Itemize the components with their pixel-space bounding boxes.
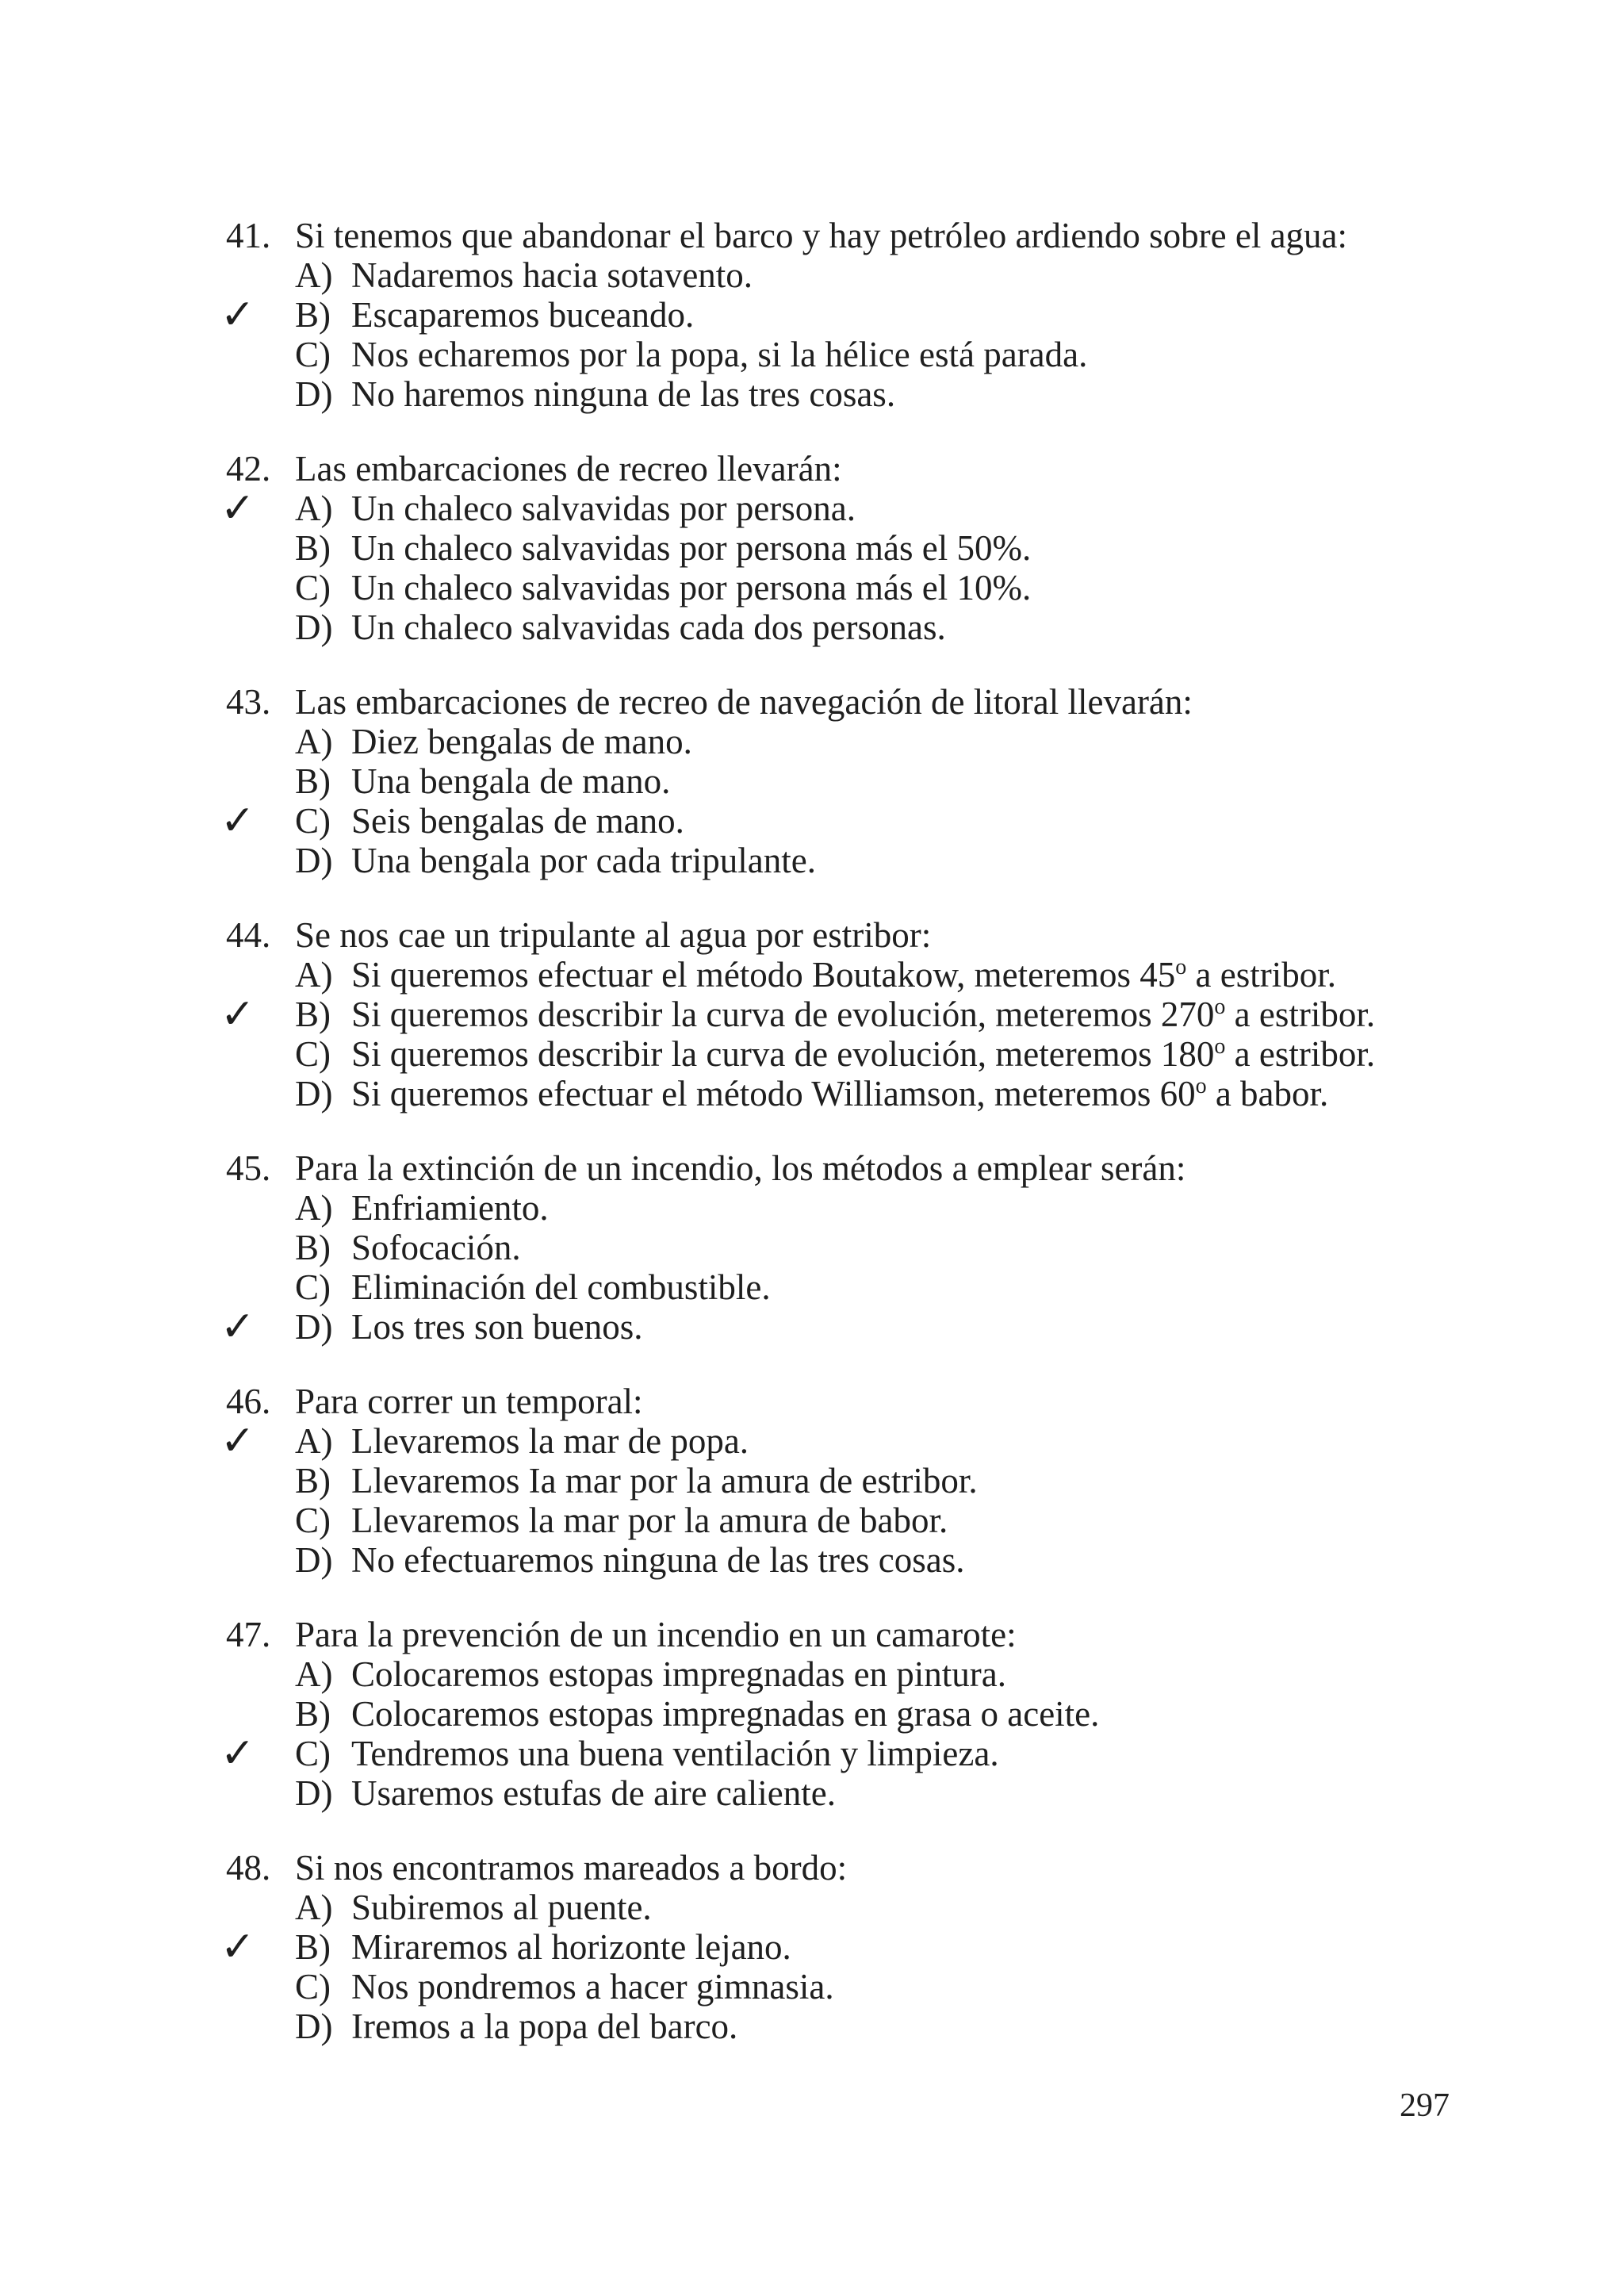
option-letter: C) <box>295 1267 331 1307</box>
option-text: Eliminación del combustible. <box>351 1267 771 1307</box>
question-line <box>218 1615 1455 1654</box>
option-text-part: Si queremos describir la curva de evolución, meteremos 180 <box>351 1034 1215 1074</box>
option-text: Diez bengalas de mano. <box>351 722 692 761</box>
option-text-part: Si queremos efectuar el método Boutakow, meteremos 45 <box>351 955 1176 995</box>
option-letter: C) <box>295 1967 331 2007</box>
option-letter: C) <box>295 1034 331 1074</box>
question-line <box>218 915 1455 955</box>
option-letter: B) <box>295 1927 331 1967</box>
degree-superscript: o <box>1214 1034 1226 1059</box>
option-letter: D) <box>295 1307 333 1347</box>
question-number: 43. <box>226 682 271 722</box>
answer-option <box>218 1923 1455 1971</box>
question-text: Las embarcaciones de recreo de navegación de litoral llevarán: <box>295 682 1193 722</box>
option-letter: B) <box>295 761 331 801</box>
option-text: Subiremos al puente. <box>351 1888 652 1927</box>
option-letter: B) <box>295 1694 331 1734</box>
check-mark-icon: ✓ <box>220 291 255 339</box>
option-text: Colocaremos estopas impregnadas en pintura. <box>351 1654 1007 1694</box>
answer-option <box>218 1303 1455 1351</box>
question-number: 48. <box>226 1848 271 1888</box>
question-block <box>218 915 1455 1114</box>
check-mark-icon: ✓ <box>220 1417 255 1465</box>
option-text <box>351 1034 1375 1074</box>
answer-option <box>218 335 1455 374</box>
option-text-part: Si queremos efectuar el método Williamson, meteremos 60 <box>351 1074 1196 1114</box>
option-text: Llevaremos la mar de popa. <box>351 1421 749 1461</box>
option-text: Nos pondremos a hacer gimnasia. <box>351 1967 834 2007</box>
option-text: Una bengala por cada tripulante. <box>351 841 816 880</box>
question-list <box>218 216 1455 2081</box>
answer-option <box>218 1888 1455 1927</box>
question-block <box>218 1148 1455 1351</box>
answer-option <box>218 1034 1455 1074</box>
check-mark-icon: ✓ <box>220 1303 255 1351</box>
option-letter: C) <box>295 335 331 374</box>
answer-option <box>218 955 1455 995</box>
question-text: Para la prevención de un incendio en un camarote: <box>295 1615 1017 1654</box>
degree-superscript: o <box>1175 955 1187 979</box>
answer-option <box>218 374 1455 414</box>
option-text: Nos echaremos por la popa, si la hélice está parada. <box>351 335 1088 374</box>
option-text-part: a estribor. <box>1225 1034 1376 1074</box>
answer-option <box>218 255 1455 295</box>
option-letter: C) <box>295 568 331 608</box>
question-text: Las embarcaciones de recreo llevarán: <box>295 449 842 489</box>
question-block <box>218 1382 1455 1580</box>
answer-option <box>218 1267 1455 1307</box>
question-line <box>218 682 1455 722</box>
option-text: Seis bengalas de mano. <box>351 801 684 841</box>
option-letter: D) <box>295 374 333 414</box>
question-line <box>218 1148 1455 1188</box>
option-text: Miraremos al horizonte lejano. <box>351 1927 791 1967</box>
option-text: Un chaleco salvavidas por persona más el 10%. <box>351 568 1032 608</box>
option-letter: D) <box>295 1540 333 1580</box>
option-text <box>351 995 1375 1034</box>
check-mark-icon: ✓ <box>220 991 255 1038</box>
answer-option <box>218 608 1455 647</box>
option-text: Escaparemos buceando. <box>351 295 695 335</box>
question-text: Para la extinción de un incendio, los métodos a emplear serán: <box>295 1148 1186 1188</box>
option-text: No efectuaremos ninguna de las tres cosas. <box>351 1540 965 1580</box>
option-text: Una bengala de mano. <box>351 761 671 801</box>
question-block <box>218 449 1455 647</box>
option-text: No haremos ninguna de las tres cosas. <box>351 374 896 414</box>
answer-option <box>218 1501 1455 1540</box>
question-number: 45. <box>226 1148 271 1188</box>
check-mark-icon: ✓ <box>220 1730 255 1777</box>
option-letter: D) <box>295 2007 333 2046</box>
option-letter: A) <box>295 722 333 761</box>
option-text-part: a babor. <box>1206 1074 1329 1114</box>
option-text-part: a estribor. <box>1186 955 1336 995</box>
question-text: Se nos cae un tripulante al agua por estribor: <box>295 915 932 955</box>
answer-option <box>218 722 1455 761</box>
option-letter: D) <box>295 608 333 647</box>
option-text: Llevaremos Ia mar por la amura de estribor. <box>351 1461 978 1501</box>
option-letter: A) <box>295 489 333 528</box>
option-text: Un chaleco salvavidas por persona. <box>351 489 856 528</box>
option-letter: A) <box>295 255 333 295</box>
question-number: 44. <box>226 915 271 955</box>
option-text: Enfriamiento. <box>351 1188 549 1228</box>
option-letter: B) <box>295 1228 331 1267</box>
option-letter: B) <box>295 1461 331 1501</box>
answer-option <box>218 1074 1455 1114</box>
answer-option <box>218 1694 1455 1734</box>
option-letter: C) <box>295 801 331 841</box>
answer-option <box>218 991 1455 1038</box>
question-number: 41. <box>226 216 271 255</box>
answer-option <box>218 1188 1455 1228</box>
degree-superscript: o <box>1214 995 1226 1019</box>
answer-option <box>218 568 1455 608</box>
answer-option <box>218 1730 1455 1777</box>
question-line <box>218 1382 1455 1421</box>
question-number: 47. <box>226 1615 271 1654</box>
option-text-part: a estribor. <box>1225 995 1376 1034</box>
check-mark-icon: ✓ <box>220 797 255 845</box>
answer-option <box>218 528 1455 568</box>
option-letter: A) <box>295 1888 333 1927</box>
question-number: 42. <box>226 449 271 489</box>
option-text <box>351 955 1336 995</box>
question-line <box>218 1848 1455 1888</box>
option-letter: B) <box>295 528 331 568</box>
option-letter: A) <box>295 1421 333 1461</box>
option-text: Los tres son buenos. <box>351 1307 643 1347</box>
option-text: Un chaleco salvavidas cada dos personas. <box>351 608 946 647</box>
answer-option <box>218 797 1455 845</box>
option-text: Tendremos una buena ventilación y limpieza. <box>351 1734 999 1773</box>
answer-option <box>218 761 1455 801</box>
option-letter: D) <box>295 1773 333 1813</box>
question-block <box>218 1615 1455 1813</box>
option-text-part: Si queremos describir la curva de evolución, meteremos 270 <box>351 995 1215 1034</box>
answer-option <box>218 1228 1455 1267</box>
answer-option <box>218 1967 1455 2007</box>
option-letter: A) <box>295 1654 333 1694</box>
option-text <box>351 1074 1328 1114</box>
check-mark-icon: ✓ <box>220 1923 255 1971</box>
option-text: Iremos a la popa del barco. <box>351 2007 738 2046</box>
answer-option <box>218 485 1455 532</box>
question-block <box>218 1848 1455 2046</box>
option-text: Nadaremos hacia sotavento. <box>351 255 753 295</box>
answer-option <box>218 1417 1455 1465</box>
question-number: 46. <box>226 1382 271 1421</box>
question-block <box>218 682 1455 880</box>
option-letter: C) <box>295 1734 331 1773</box>
answer-option <box>218 1654 1455 1694</box>
answer-option <box>218 841 1455 880</box>
question-line <box>218 449 1455 489</box>
option-text: Colocaremos estopas impregnadas en grasa o aceite. <box>351 1694 1100 1734</box>
answer-option <box>218 1773 1455 1813</box>
option-text: Sofocación. <box>351 1228 521 1267</box>
option-letter: A) <box>295 1188 333 1228</box>
question-line <box>218 216 1455 255</box>
option-letter: C) <box>295 1501 331 1540</box>
option-letter: D) <box>295 1074 333 1114</box>
option-letter: D) <box>295 841 333 880</box>
answer-option <box>218 291 1455 339</box>
answer-option <box>218 2007 1455 2046</box>
option-text: Usaremos estufas de aire caliente. <box>351 1773 836 1813</box>
degree-superscript: o <box>1195 1074 1207 1098</box>
answer-option <box>218 1461 1455 1501</box>
answer-option <box>218 1540 1455 1580</box>
question-text: Si nos encontramos mareados a bordo: <box>295 1848 848 1888</box>
question-text: Para correr un temporal: <box>295 1382 643 1421</box>
page-number: 297 <box>1400 2087 1450 2124</box>
check-mark-icon: ✓ <box>220 485 255 532</box>
option-text: Un chaleco salvavidas por persona más el 50%. <box>351 528 1032 568</box>
option-letter: B) <box>295 295 331 335</box>
question-text: Si tenemos que abandonar el barco y hay petróleo ardiendo sobre el agua: <box>295 216 1348 255</box>
option-letter: A) <box>295 955 333 995</box>
option-text: Llevaremos la mar por la amura de babor. <box>351 1501 948 1540</box>
option-letter: B) <box>295 995 331 1034</box>
question-block <box>218 216 1455 414</box>
